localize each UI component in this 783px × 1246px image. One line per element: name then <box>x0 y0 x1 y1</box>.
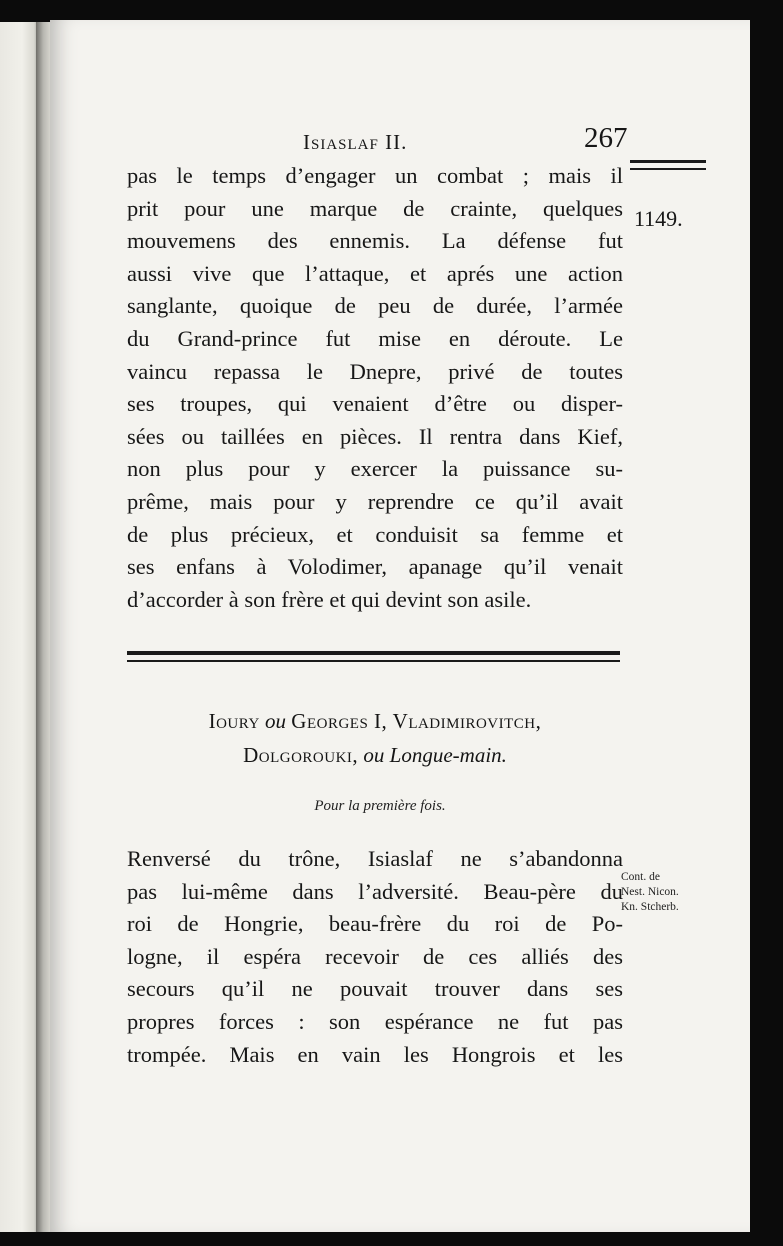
text-line: prit pour une marque de crainte, quelques <box>127 195 623 221</box>
book-page <box>50 20 750 1232</box>
page-number: 267 <box>584 122 628 154</box>
section-heading <box>120 704 630 772</box>
paragraph-2 <box>127 843 623 1071</box>
margin-year: 1149. <box>634 206 683 231</box>
conjunction: ou <box>265 709 287 733</box>
text-line: sées ou taillées en pièces. Il rentra dans Kief, <box>127 423 623 449</box>
text-line: aussi vive que l’attaque, et aprés une action <box>127 260 623 286</box>
section-heading-line-1 <box>120 704 630 738</box>
text-line: roi de Hongrie, beau-frère du roi de Po- <box>127 911 623 937</box>
text-line: trompée. Mais en vain les Hongrois et les <box>127 1041 623 1067</box>
conjunction: ou <box>363 743 385 767</box>
text-line: ses troupes, qui venaient d’être ou disper- <box>127 391 623 417</box>
text-line: mouvemens des ennemis. La défense fut <box>127 228 623 254</box>
section-divider-thin <box>127 660 620 662</box>
text-line: vaincu repassa le Dnepre, privé de toutes <box>127 358 623 384</box>
ruler-surname: Dolgorouki, <box>243 743 359 767</box>
margin-citation <box>621 870 711 915</box>
text-line: prême, mais pour y reprendre ce qu’il avait <box>127 488 623 514</box>
margin-rule <box>630 168 706 170</box>
text-line: pas lui-même dans l’adversité. Beau-père du <box>127 878 623 904</box>
text-line: sanglante, quoique de peu de durée, l’armée <box>127 293 623 319</box>
section-divider-thick <box>127 651 620 655</box>
ruler-full-name: Georges I, Vladimirovitch, <box>291 709 542 733</box>
margin-rule <box>630 160 706 163</box>
text-line: du Grand-prince fut mise en déroute. Le <box>127 325 623 351</box>
section-note: Pour la première fois. <box>314 798 446 814</box>
text-line: pas le temps d’engager un combat ; mais il <box>127 163 623 188</box>
margin-citation-line: Nest. Nicon. <box>621 886 679 898</box>
margin-citation-line: Kn. Stcherb. <box>621 901 679 913</box>
ruler-epithet: Longue-main. <box>389 743 507 767</box>
left-page-edge <box>0 22 40 1232</box>
text-line: secours qu’il ne pouvait trouver dans ses <box>127 976 623 1002</box>
text-line: Renversé du trône, Isiaslaf ne s’abandonna <box>127 846 623 871</box>
text-line: de plus précieux, et conduisit sa femme et <box>127 521 623 547</box>
paragraph-1 <box>127 160 623 616</box>
page-header <box>50 112 750 152</box>
text-line: propres forces : son espérance ne fut pas <box>127 1008 623 1034</box>
text-line: ses enfans à Volodimer, apanage qu’il venait <box>127 554 623 580</box>
text-line: logne, il espéra recevoir de ces alliés des <box>127 943 623 969</box>
section-heading-line-2 <box>120 738 630 772</box>
margin-citation-line: Cont. de <box>621 871 660 883</box>
running-title: Isiaslaf II. <box>303 130 408 154</box>
text-line: d’accorder à son frère et qui devint son asile. <box>127 586 532 612</box>
text-line: non plus pour y exercer la puissance su- <box>127 456 623 482</box>
ruler-name: Ioury <box>208 709 260 733</box>
